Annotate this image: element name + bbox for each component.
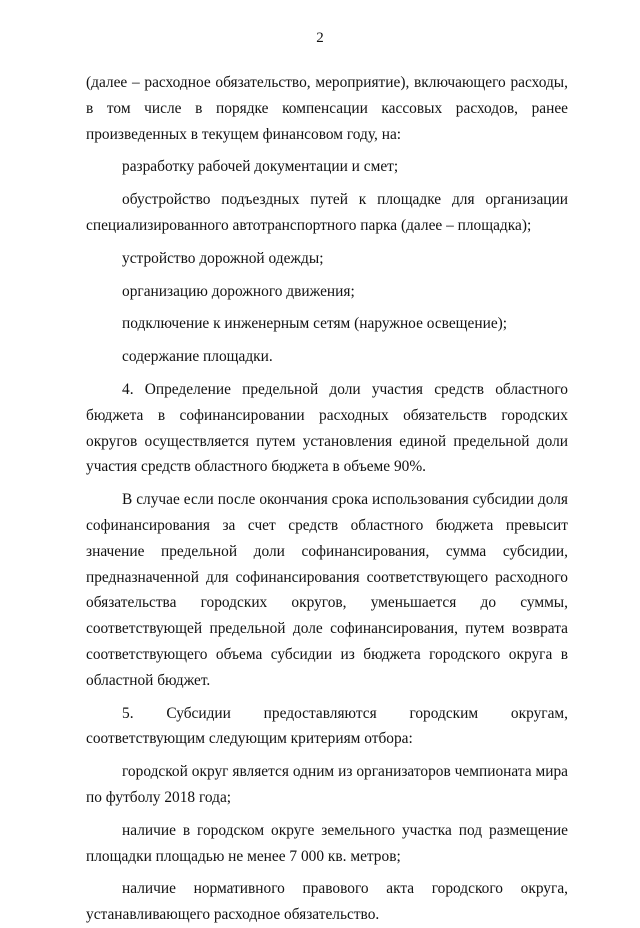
list-item: наличие в городском округе земельного участка под размещение площадки площадью не менее 7 000 кв. метров; (86, 821, 568, 865)
paragraph: 4. Определение предельной доли участия средств областного бюджета в софинансировании расходных обязательств городских округов осуществляется путем установления единой предельной доли участия средств областного бюджета в объеме 90%. (86, 380, 568, 476)
page-number: 2 (316, 30, 324, 46)
list-item: подключение к инженерным сетям (наружное освещение); (122, 315, 508, 333)
paragraph: В случае если после окончания срока использования субсидии доля софинансирования за счет средств областного бюджета превысит значение предельной доли софинансирования, сумма субсидии, предназначенной для софинансирования соответствующего расходного обязательства городских округов, уменьшается до суммы, соответствующей предельной доле софинансирования, путем возврата соответствующего объема субсидии из бюджета городского округа в областной бюджет. (86, 491, 568, 689)
list-item: содержание площадки. (122, 348, 273, 366)
list-item: разработку рабочей документации и смет; (122, 158, 399, 176)
list-item: наличие нормативного правового акта городского округа, устанавливающего расходное обязательство. (86, 880, 568, 924)
paragraph: (далее – расходное обязательство, мероприятие), включающего расходы, в том числе в порядке компенсации кассовых расходов, ранее произведенных в текущем финансовом году, на: (86, 74, 568, 143)
paragraph: 5. Субсидии предоставляются городским округам, соответствующим следующим критериям отбора: (86, 704, 568, 748)
list-item: городской округ является одним из организаторов чемпионата мира по футболу 2018 года; (86, 763, 568, 806)
list-item: обустройство подъездных путей к площадке для организации специализированного автотранспортного парка (далее – площадка); (86, 191, 568, 234)
document-body (86, 70, 568, 928)
list-item: устройство дорожной одежды; (122, 249, 324, 267)
list-item: организацию дорожного движения; (122, 282, 355, 300)
